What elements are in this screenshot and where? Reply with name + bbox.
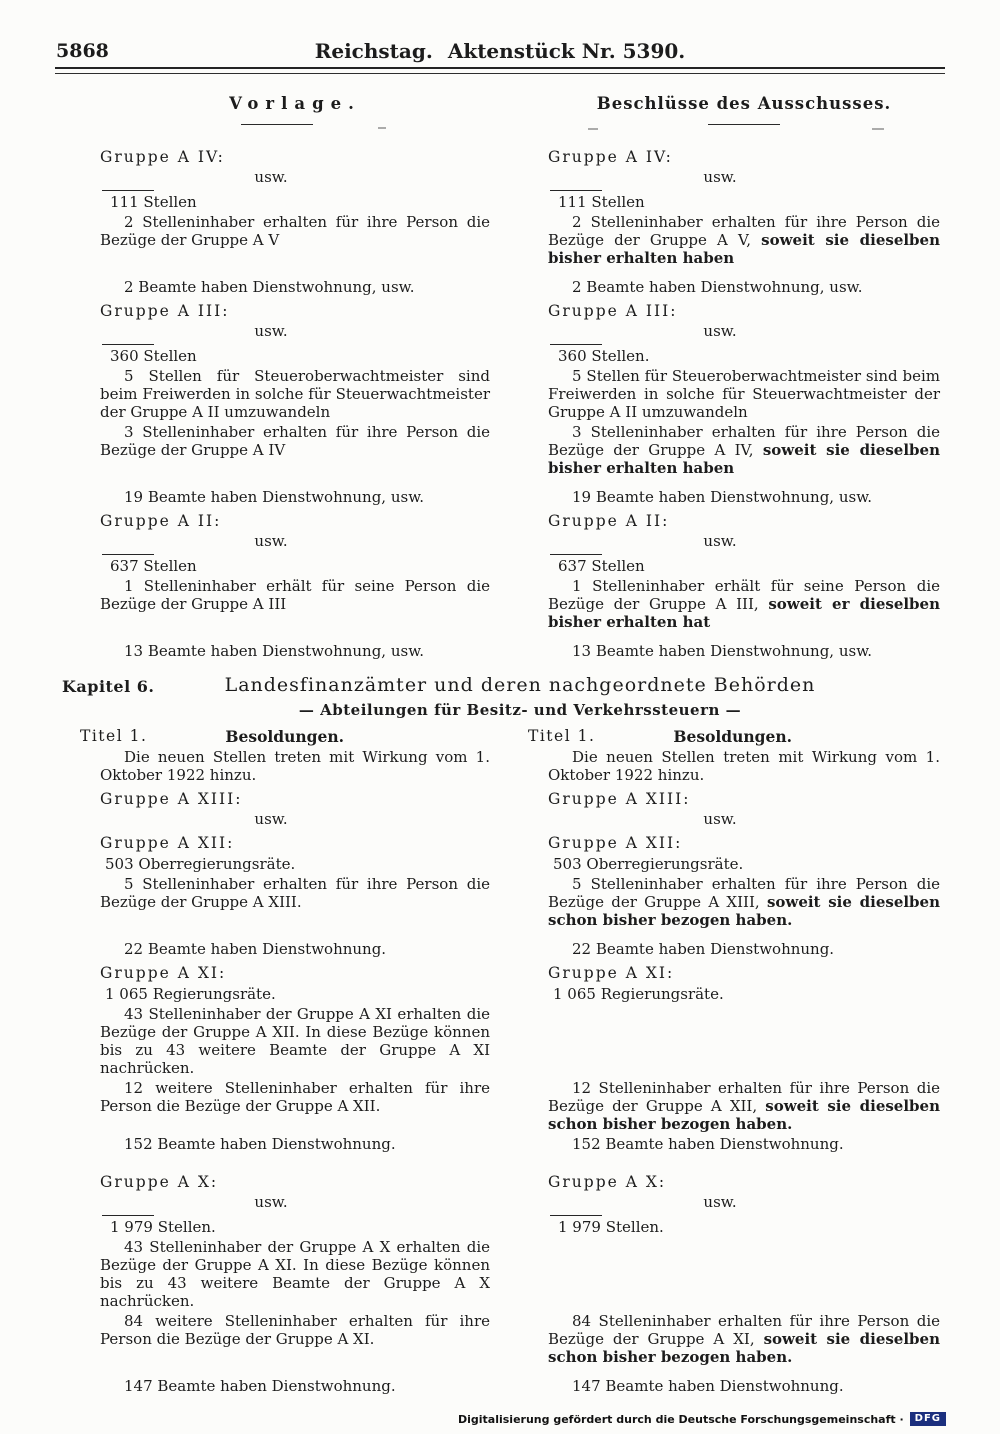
paragraph: 5 Stellen für Steueroberwachtmeister sind beim Freiwerden in solche für Steuerwachtmeister der Gruppe A II umzuwandeln — [100, 367, 490, 421]
beschluss-cell — [548, 746, 940, 784]
comparison-row — [80, 725, 940, 746]
vorlage-cell — [100, 531, 490, 550]
paragraph: 13 Beamte haben Dienstwohnung, usw. — [124, 642, 425, 660]
column-headings — [100, 94, 940, 125]
comparison-row — [100, 1133, 940, 1153]
vorlage-cell — [100, 296, 490, 321]
paragraph: 147 Beamte haben Dienstwohnung. — [124, 1377, 396, 1395]
vorlage-label: Vorlage. — [229, 94, 361, 113]
etc-label: usw. — [254, 322, 288, 340]
stellen-count: 1 979 Stellen. — [558, 1218, 664, 1236]
group-heading: Gruppe A XIII: — [100, 790, 243, 808]
paragraph: 1 Stelleninhaber erhält für seine Person die Bezüge der Gruppe A III, soweit er dieselben bisher erhalten hat — [548, 577, 940, 631]
vorlage-cell — [100, 1077, 490, 1115]
beschluss-cell — [548, 631, 940, 660]
beschluss-cell — [528, 725, 940, 746]
paragraph: 13 Beamte haben Dienstwohnung, usw. — [572, 642, 873, 660]
group-heading: Gruppe A XI: — [548, 964, 675, 982]
comparison-row — [100, 167, 940, 186]
group-heading: Gruppe A II: — [548, 512, 670, 530]
paragraph: 12 weitere Stelleninhaber erhalten für ihre Person die Bezüge der Gruppe A XII. — [100, 1079, 490, 1115]
comparison-row — [100, 296, 940, 321]
paragraph: 3 Stelleninhaber erhalten für ihre Person die Bezüge der Gruppe A IV, soweit sie dieselben bisher erhalten haben — [548, 423, 940, 477]
vorlage-cell — [100, 873, 490, 911]
paragraph: Die neuen Stellen treten mit Wirkung vom 1. Oktober 1922 hinzu. — [548, 748, 940, 784]
beschluss-cell — [548, 186, 940, 211]
column-heading-beschluesse — [548, 94, 940, 125]
comparison-row — [100, 575, 940, 631]
beschluss-cell — [548, 211, 940, 267]
masthead-document-number: Aktenstück Nr. 5390. — [447, 39, 686, 63]
paragraph: 2 Stelleninhaber erhalten für ihre Person die Bezüge der Gruppe A V — [100, 213, 490, 249]
beschluss-cell — [548, 1133, 940, 1153]
comparison-row — [100, 1211, 940, 1236]
comparison-row — [100, 531, 940, 550]
group-heading: Gruppe A XIII: — [548, 790, 691, 808]
group-heading: Gruppe A XII: — [100, 834, 235, 852]
comparison-row — [100, 267, 940, 296]
scan-artifact — [588, 128, 598, 130]
titel-row — [528, 727, 940, 746]
separator-rule — [550, 190, 602, 191]
paragraph: 12 Stelleninhaber erhalten für ihre Person die Bezüge der Gruppe A XII, soweit sie dieselben schon bisher bezogen haben. — [548, 1079, 940, 1133]
vorlage-cell — [100, 1003, 490, 1077]
vorlage-cell — [100, 929, 490, 958]
beschluss-cell — [548, 477, 940, 506]
paragraph: 147 Beamte haben Dienstwohnung. — [572, 1377, 844, 1395]
vorlage-cell — [100, 631, 490, 660]
paragraph: 19 Beamte haben Dienstwohnung, usw. — [124, 488, 425, 506]
beschluss-cell — [548, 1310, 940, 1366]
stellen-count: 360 Stellen — [110, 347, 197, 365]
stellen-count: 637 Stellen — [558, 557, 645, 575]
comparison-row — [100, 1153, 940, 1192]
digitization-footer — [458, 1412, 946, 1426]
beschluss-cell — [548, 1366, 940, 1395]
etc-label: usw. — [703, 1193, 737, 1211]
paragraph: 19 Beamte haben Dienstwohnung, usw. — [572, 488, 873, 506]
paragraph: 5 Stellen für Steueroberwachtmeister sind beim Freiwerden in solche für Steuerwachtmeister der Gruppe A II umzuwandeln — [548, 367, 940, 421]
titel-label: Titel 1. — [528, 727, 596, 745]
paragraph: 2 Beamte haben Dienstwohnung, usw. — [572, 278, 863, 296]
vorlage-cell — [100, 575, 490, 613]
vorlage-cell — [100, 550, 490, 575]
vorlage-cell — [100, 1310, 490, 1348]
beschluss-cell — [548, 575, 940, 631]
beschluss-cell — [548, 506, 940, 531]
beschluss-cell — [548, 340, 940, 365]
beschluss-cell — [548, 1211, 940, 1236]
beschluss-cell — [548, 142, 940, 167]
vorlage-cell — [100, 267, 490, 296]
vorlage-cell — [100, 1211, 490, 1236]
vorlage-cell — [100, 1133, 490, 1153]
dfg-logo: DFG — [910, 1412, 946, 1426]
stellen-count: 360 Stellen. — [558, 347, 650, 365]
paragraph: 22 Beamte haben Dienstwohnung. — [572, 940, 835, 958]
position-count: 503 Oberregierungsräte. — [105, 855, 296, 873]
masthead-journal: Reichstag. — [314, 39, 433, 63]
header-rule — [55, 67, 945, 74]
beschluss-cell — [548, 550, 940, 575]
beschluss-cell — [548, 267, 940, 296]
beschluss-cell — [548, 873, 940, 929]
vorlage-cell — [100, 167, 490, 186]
comparison-row — [100, 1003, 940, 1077]
etc-label: usw. — [703, 322, 737, 340]
group-heading: Gruppe A II: — [100, 512, 222, 530]
column-heading-vorlage — [100, 94, 490, 125]
paragraph: 1 Stelleninhaber erhält für seine Person die Bezüge der Gruppe A III — [100, 577, 490, 613]
separator-rule — [102, 554, 154, 555]
section-gruppen-a — [100, 142, 940, 660]
position-count: 1 065 Regierungsräte. — [553, 985, 724, 1003]
separator-rule — [102, 190, 154, 191]
beschluss-cell — [548, 167, 940, 186]
vorlage-cell — [100, 1366, 490, 1395]
comparison-row — [100, 365, 940, 421]
comparison-row — [100, 186, 940, 211]
vorlage-cell — [100, 983, 490, 1003]
beschluss-cell — [548, 1192, 940, 1211]
chapter-title: Landesfinanzämter und deren nachgeordnete Behörden — [224, 674, 816, 696]
vorlage-cell — [100, 746, 490, 784]
vorlage-cell — [100, 477, 490, 506]
paragraph: 22 Beamte haben Dienstwohnung. — [124, 940, 387, 958]
document-body — [62, 142, 940, 1395]
comparison-row — [100, 631, 940, 660]
heading-rule — [241, 124, 313, 125]
vorlage-cell — [100, 421, 490, 459]
comparison-row — [100, 809, 940, 828]
group-heading: Gruppe A X: — [548, 1173, 667, 1191]
paragraph: 5 Stelleninhaber erhalten für ihre Person die Bezüge der Gruppe A XIII, soweit sie dieselben schon bisher bezogen haben. — [548, 875, 940, 929]
etc-label: usw. — [254, 168, 288, 186]
beschluss-cell — [548, 421, 940, 477]
vorlage-cell — [100, 211, 490, 249]
group-heading: Gruppe A III: — [100, 302, 230, 320]
beschluss-cell — [548, 296, 940, 321]
vorlage-cell — [100, 1236, 490, 1310]
group-heading: Gruppe A XI: — [100, 964, 227, 982]
stellen-count: 637 Stellen — [110, 557, 197, 575]
comparison-row — [100, 784, 940, 809]
beschluss-cell — [548, 321, 940, 340]
comparison-row — [100, 929, 940, 958]
beschluss-cell — [548, 784, 940, 809]
paragraph: 43 Stelleninhaber der Gruppe A XI erhalten die Bezüge der Gruppe A XII. In diese Bezüge können bis zu 43 weitere Beamte der Gruppe A XI nachrücken. — [100, 1005, 490, 1077]
section-kapitel6 — [80, 725, 940, 1395]
comparison-row — [100, 873, 940, 929]
paragraph: 152 Beamte haben Dienstwohnung. — [124, 1135, 396, 1153]
etc-label: usw. — [703, 810, 737, 828]
separator-rule — [102, 344, 154, 345]
titel-label: Titel 1. — [80, 727, 148, 745]
paragraph: 43 Stelleninhaber der Gruppe A X erhalten die Bezüge der Gruppe A XI. In diese Bezüge können bis zu 43 weitere Beamte der Gruppe A X nachrücken. — [100, 1238, 490, 1310]
beschluss-cell — [548, 983, 940, 1003]
comparison-row — [100, 1077, 940, 1133]
stellen-count: 111 Stellen — [110, 193, 197, 211]
chapter-subtitle: — Abteilungen für Besitz- und Verkehrssteuern — — [298, 701, 742, 719]
vorlage-cell — [100, 828, 490, 853]
titel-row — [80, 727, 490, 746]
vorlage-cell — [100, 321, 490, 340]
vorlage-cell — [100, 853, 490, 873]
vorlage-cell — [100, 142, 490, 167]
paragraph: 84 weitere Stelleninhaber erhalten für ihre Person die Bezüge der Gruppe A XI. — [100, 1312, 490, 1348]
comparison-row — [100, 1236, 940, 1310]
paragraph: 5 Stelleninhaber erhalten für ihre Person die Bezüge der Gruppe A XIII. — [100, 875, 490, 911]
beschluss-cell — [548, 929, 940, 958]
position-count: 1 065 Regierungsräte. — [105, 985, 276, 1003]
comparison-row — [100, 477, 940, 506]
comparison-row — [100, 506, 940, 531]
masthead — [0, 39, 1000, 63]
separator-rule — [550, 1215, 602, 1216]
besoldungen-heading: Besoldungen. — [225, 727, 345, 746]
vorlage-cell — [80, 725, 490, 746]
comparison-row — [100, 746, 940, 784]
beschluss-cell — [548, 365, 940, 421]
group-heading: Gruppe A IV: — [100, 148, 225, 166]
group-heading: Gruppe A IV: — [548, 148, 673, 166]
etc-label: usw. — [703, 532, 737, 550]
scan-artifact — [378, 127, 386, 129]
beschluss-cell — [548, 853, 940, 873]
chapter-label: Kapitel 6. — [62, 677, 155, 696]
vorlage-cell — [100, 784, 490, 809]
paragraph: 2 Stelleninhaber erhalten für ihre Person die Bezüge der Gruppe A V, soweit sie dieselben bisher erhalten haben — [548, 213, 940, 267]
comparison-row — [100, 321, 940, 340]
beschluesse-label: Beschlüsse des Ausschusses. — [596, 94, 892, 113]
comparison-row — [100, 1366, 940, 1395]
paragraph: 84 Stelleninhaber erhalten für ihre Person die Bezüge der Gruppe A XI, soweit sie dieselben schon bisher bezogen haben. — [548, 1312, 940, 1366]
scan-artifact — [872, 128, 884, 130]
etc-label: usw. — [703, 168, 737, 186]
vorlage-cell — [100, 809, 490, 828]
separator-rule — [550, 344, 602, 345]
etc-label: usw. — [254, 1193, 288, 1211]
comparison-row — [100, 340, 940, 365]
vorlage-cell — [100, 1192, 490, 1211]
stellen-count: 111 Stellen — [558, 193, 645, 211]
comparison-row — [100, 853, 940, 873]
stellen-count: 1 979 Stellen. — [110, 1218, 216, 1236]
comparison-row — [100, 958, 940, 983]
heading-rule — [708, 124, 780, 125]
vorlage-cell — [100, 506, 490, 531]
beschluss-cell — [548, 958, 940, 983]
comparison-row — [100, 983, 940, 1003]
beschluss-cell — [548, 531, 940, 550]
comparison-row — [100, 211, 940, 267]
beschluss-cell — [548, 809, 940, 828]
position-count: 503 Oberregierungsräte. — [553, 855, 744, 873]
etc-label: usw. — [254, 532, 288, 550]
page-number: 5868 — [56, 40, 109, 62]
comparison-row — [100, 828, 940, 853]
beschluss-cell — [548, 1153, 940, 1192]
comparison-row — [100, 1192, 940, 1211]
vorlage-cell — [100, 1153, 490, 1192]
chapter-header — [62, 674, 940, 719]
digitization-credit: Digitalisierung gefördert durch die Deutsche Forschungsgemeinschaft · — [457, 1412, 904, 1426]
group-heading: Gruppe A XII: — [548, 834, 683, 852]
beschluss-cell — [548, 828, 940, 853]
vorlage-cell — [100, 340, 490, 365]
separator-rule — [102, 1215, 154, 1216]
comparison-row — [100, 142, 940, 167]
group-heading: Gruppe A X: — [100, 1173, 219, 1191]
group-heading: Gruppe A III: — [548, 302, 678, 320]
comparison-row — [100, 1310, 940, 1366]
vorlage-cell — [100, 958, 490, 983]
comparison-row — [100, 550, 940, 575]
paragraph: Die neuen Stellen treten mit Wirkung vom 1. Oktober 1922 hinzu. — [100, 748, 490, 784]
vorlage-cell — [100, 186, 490, 211]
paragraph: 2 Beamte haben Dienstwohnung, usw. — [124, 278, 415, 296]
etc-label: usw. — [254, 810, 288, 828]
separator-rule — [550, 554, 602, 555]
besoldungen-heading: Besoldungen. — [673, 727, 793, 746]
paragraph: 3 Stelleninhaber erhalten für ihre Person die Bezüge der Gruppe A IV — [100, 423, 490, 459]
paragraph: 152 Beamte haben Dienstwohnung. — [572, 1135, 844, 1153]
comparison-row — [100, 421, 940, 477]
vorlage-cell — [100, 365, 490, 421]
beschluss-cell — [548, 1077, 940, 1133]
